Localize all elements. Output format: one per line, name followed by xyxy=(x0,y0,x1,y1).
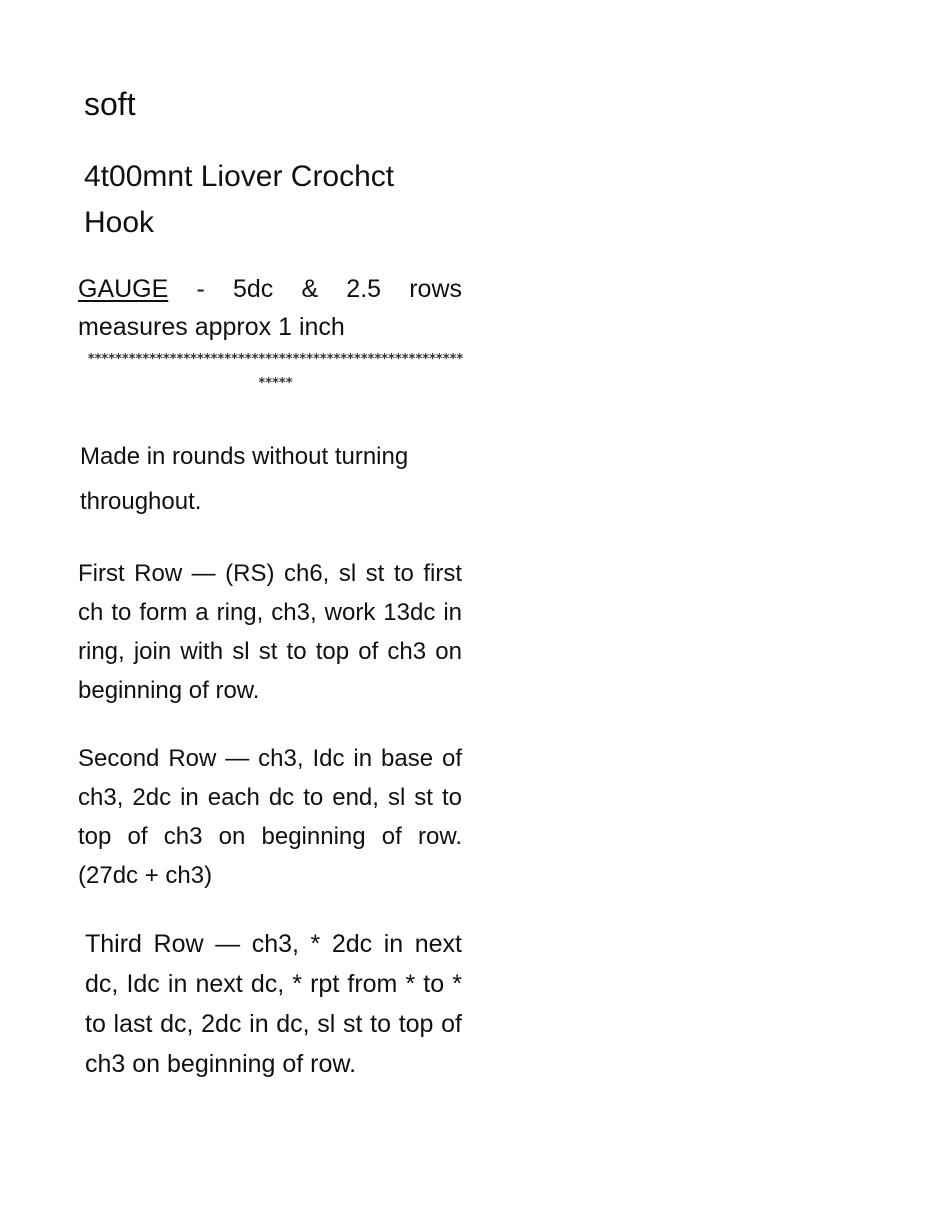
asterisk-separator: ************************************************************ xyxy=(87,352,463,391)
gauge-text: - 5dc & 2.5 rows measures approx 1 inch xyxy=(78,275,462,341)
gauge-label: GAUGE xyxy=(78,275,169,303)
hook-label: 4t00mnt Liover Crochct Hook xyxy=(84,160,395,239)
yarn-label: soft xyxy=(84,86,136,122)
gauge-paragraph xyxy=(78,270,462,346)
first-row-instruction: First Row — (RS) ch6, sl st to first ch to form a ring, ch3, work 13dc in ring, join with sl st to top of ch3 on beginning of row. xyxy=(78,560,462,704)
second-row-instruction: Second Row — ch3, Idc in base of ch3, 2dc in each dc to end, sl st to top of ch3 on beginning of row. (27dc + ch3) xyxy=(78,745,462,889)
third-row-instruction: Third Row — ch3, * 2dc in next dc, Idc in next dc, * rpt from * to * to last dc, 2dc in dc, sl st to top of ch3 on beginning of row. xyxy=(85,930,462,1078)
intro-paragraph: Made in rounds without turning throughout. xyxy=(80,443,409,515)
